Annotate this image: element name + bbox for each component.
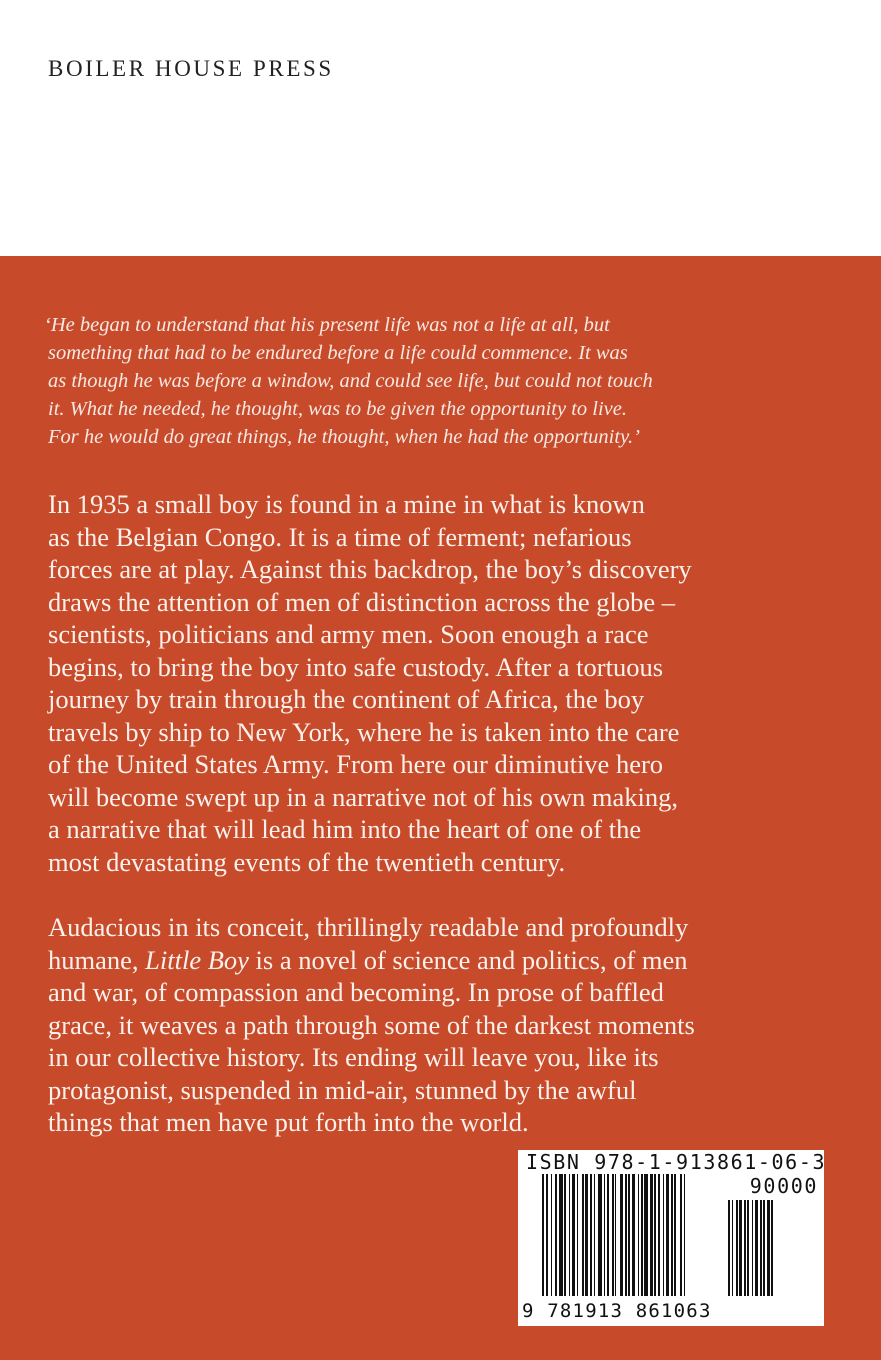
synopsis-line: scientists, politicians and army men. Soon enough a race: [48, 619, 649, 649]
barcode-addon-bars: [728, 1200, 818, 1298]
synopsis-line: a narrative that will lead him into the heart of one of the: [48, 814, 642, 844]
synopsis-line: begins, to bring the boy into safe custody. After a tortuous: [48, 651, 664, 682]
ean-digits: 9 781913 861063: [522, 1300, 712, 1322]
synopsis-line: as the Belgian Congo. It is a time of ferment; nefarious: [48, 521, 632, 552]
review-line: [48, 944, 838, 977]
quote-line: as though he was before a window, and could see life, but could not touch: [48, 370, 653, 392]
review-line: grace, it weaves a path through some of the darkest moments: [48, 1009, 695, 1040]
review-line: in our collective history. Its ending will leave you, like its: [48, 1042, 659, 1072]
synopsis-line: of the United States Army. From here our diminutive hero: [48, 749, 664, 779]
barcode-bars: [542, 1174, 710, 1298]
synopsis-line: will become swept up in a narrative not of his own making,: [48, 781, 678, 812]
quote-line: it. What he needed, he thought, was to be given the opportunity to live.: [48, 398, 628, 420]
synopsis-line: draws the attention of men of distinction across the globe –: [48, 586, 676, 617]
barcode-bar: [685, 1174, 688, 1296]
synopsis-paragraph: [48, 488, 838, 878]
synopsis-line: forces are at play. Against this backdrop, the boy’s discovery: [48, 554, 692, 584]
synopsis-line: travels by ship to New York, where he is taken into the care: [48, 716, 680, 747]
top-white-band: [0, 0, 881, 256]
review-line: things that men have put forth into the world.: [48, 1107, 529, 1137]
epigraph-quote: [44, 311, 844, 451]
review-paragraph: [48, 911, 838, 1139]
synopsis-line: In 1935 a small boy is found in a mine in what is known: [48, 489, 645, 519]
quote-line: ‘He began to understand that his present life was not a life at all, but: [44, 314, 610, 336]
book-title: Little Boy: [145, 944, 249, 975]
publisher-name: BOILER HOUSE PRESS: [48, 56, 334, 81]
synopsis-line: most devastating events of the twentieth century.: [48, 846, 566, 877]
synopsis-line: journey by train through the continent of Africa, the boy: [48, 684, 645, 714]
price-code: 90000: [749, 1174, 818, 1198]
barcode-bar: [773, 1200, 775, 1296]
review-line: and war, of compassion and becoming. In prose of baffled: [48, 977, 664, 1007]
quote-line: For he would do great things, he thought, when he had the opportunity.’: [48, 426, 640, 448]
isbn-barcode: [518, 1150, 827, 1326]
isbn-number: ISBN 978-1-913861-06-3: [526, 1150, 827, 1174]
quote-line: something that had to be endured before a life could commence. It was: [48, 342, 628, 364]
review-line: Audacious in its conceit, thrillingly readable and profoundly: [48, 912, 689, 942]
review-text: is a novel of science and politics, of men: [248, 944, 688, 975]
review-text: humane,: [48, 944, 146, 975]
review-line: protagonist, suspended in mid-air, stunned by the awful: [48, 1074, 637, 1105]
